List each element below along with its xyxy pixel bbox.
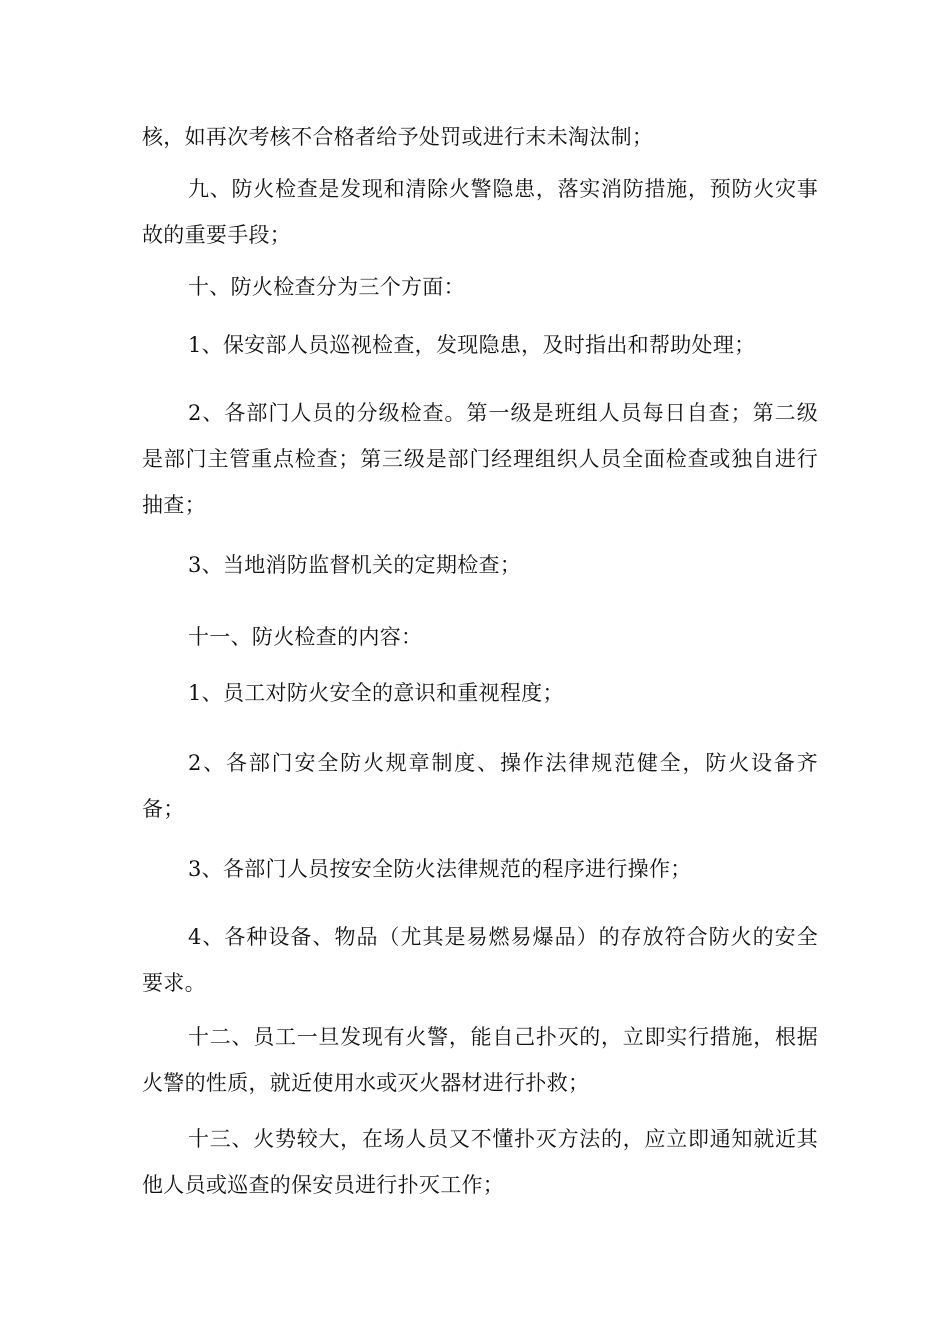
paragraph-item-12: 十二、员工一旦发现有火警，能自己扑灭的，立即实行措施，根据火警的性质，就近使用水或灭火器材进行扑救； [142, 1025, 818, 1095]
paragraph-item-11-1: 1、员工对防火安全的意识和重视程度； [188, 681, 564, 705]
paragraph-item-13: 十三、火势较大，在场人员又不懂扑灭方法的，应立即通知就近其他人员或巡查的保安员进行扑灭工作； [142, 1127, 818, 1197]
paragraph-continuation: 核，如再次考核不合格者给予处罚或进行末未淘汰制； [142, 125, 654, 149]
paragraph-item-10: 十、防火检查分为三个方面： [188, 275, 465, 299]
paragraph-item-11-2: 2、各部门安全防火规章制度、操作法律规范健全，防火设备齐备； [142, 751, 818, 821]
paragraph-item-11: 十一、防火检查的内容： [188, 625, 423, 649]
paragraph-item-10-2: 2、各部门人员的分级检查。第一级是班组人员每日自查；第二级是部门主管重点检查；第三级是部门经理组织人员全面检查或独自进行抽查； [142, 401, 818, 517]
paragraph-item-10-3: 3、当地消防监督机关的定期检查； [188, 553, 522, 577]
paragraph-item-10-1: 1、保安部人员巡视检查，发现隐患，及时指出和帮助处理； [188, 333, 756, 357]
paragraph-item-11-3: 3、各部门人员按安全防火法律规范的程序进行操作； [188, 857, 692, 881]
paragraph-item-11-4: 4、各种设备、物品（尤其是易燃易爆品）的存放符合防火的安全要求。 [142, 925, 818, 995]
paragraph-item-9: 九、防火检查是发现和清除火警隐患，落实消防措施，预防火灾事故的重要手段； [142, 177, 818, 247]
